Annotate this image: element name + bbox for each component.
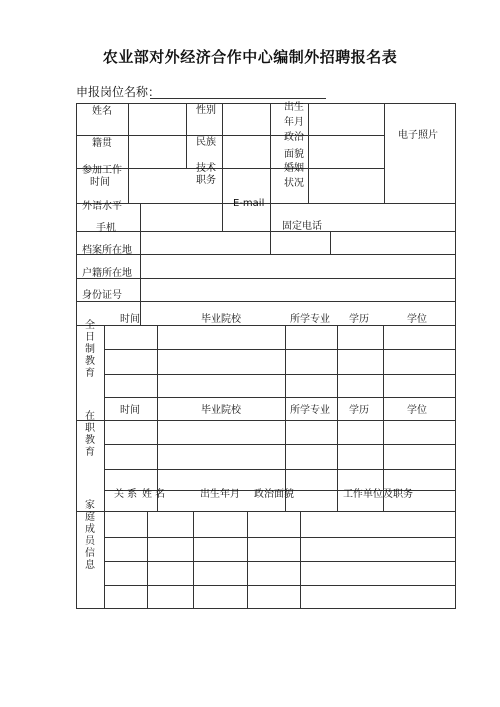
inservice-degree-header: 学位 [407,405,427,416]
fulltime-school-header: 毕业院校 [201,314,241,325]
landline-label: 固定电话 [282,221,322,232]
foreign-language-label: 外语水平 [82,201,122,212]
fulltime-major-header: 所学专业 [290,314,330,325]
inservice-education-label: 在职教育 [85,411,95,458]
hukou-location-label: 户籍所在地 [82,268,132,279]
family-birth-header: 出生年月 [200,489,240,500]
form-border [77,104,456,609]
fulltime-education-header: 学历 [349,314,369,325]
name-label: 姓名 [92,106,112,117]
inservice-time-header: 时间 [120,405,140,416]
tech-title-label-line1: 技术 [196,163,216,174]
mobile-label: 手机 [96,223,116,234]
political-label-line2: 面貌 [284,149,304,160]
birth-label-line2: 年月 [284,117,304,128]
tech-title-label-line2: 职务 [196,175,216,186]
family-political-header: 政治面貌 [254,489,294,500]
marital-label-line1: 婚姻 [284,163,304,174]
family-members-label: 家庭成员信息 [85,500,95,571]
family-relation-header: 关 系 [114,489,138,500]
inservice-major-header: 所学专业 [290,405,330,416]
fulltime-degree-header: 学位 [407,314,427,325]
apply-position-label: 申报岗位名称： [76,85,161,99]
email-label: E-mail [233,198,265,209]
id-number-label: 身份证号 [82,290,122,301]
work-start-label-line2: 时间 [90,177,110,188]
fulltime-time-header: 时间 [120,314,140,325]
gender-label: 性别 [196,105,216,116]
origin-label: 籍贯 [92,138,112,149]
photo-label: 电子照片 [398,130,438,141]
family-name-header: 姓 名 [142,489,166,500]
fulltime-education-label: 全日制教育 [85,320,95,379]
marital-label-line2: 状况 [284,178,304,189]
political-label-line1: 政治 [284,132,304,143]
form-title: 农业部对外经济合作中心编制外招聘报名表 [102,48,398,66]
inservice-school-header: 毕业院校 [201,405,241,416]
ethnicity-label: 民族 [196,137,216,148]
birth-label-line1: 出生 [284,102,304,113]
family-work-header: 工作单位及职务 [343,489,413,500]
work-start-label-line1: 参加工作 [82,165,122,176]
archive-location-label: 档案所在地 [82,245,132,256]
inservice-education-header: 学历 [349,405,369,416]
